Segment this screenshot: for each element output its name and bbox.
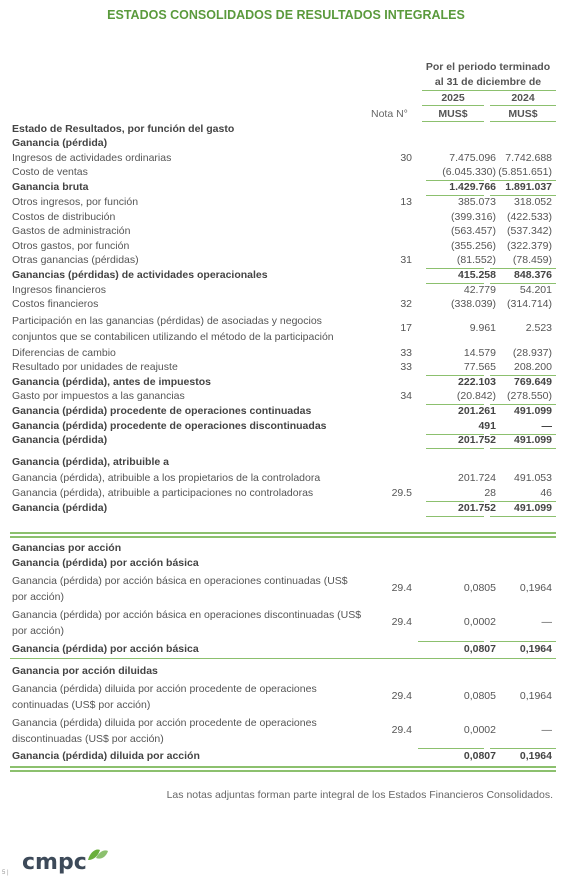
- currency-header-2: MUS$: [508, 108, 538, 120]
- section-heading: Estado de Resultados, por función del gasto: [12, 123, 235, 135]
- table-row-subtotal: Ganancias (pérdidas) de actividades operacionales 415.258 848.376: [12, 269, 552, 281]
- section-divider: [10, 532, 556, 534]
- total-line: [426, 448, 484, 449]
- table-row: Ganancia (pérdida), atribuible a los propietarios de la controladora 201.724 491.053: [12, 472, 552, 484]
- table-row-total: Ganancia (pérdida) 201.752 491.099: [12, 502, 552, 514]
- period-underline: [422, 90, 556, 91]
- footnote: Las notas adjuntas forman parte integral de los Estados Financieros Consolidados.: [166, 789, 553, 801]
- table-row-subtotal: Ganancia (pérdida) procedente de operaciones discontinuadas 491 —: [12, 420, 552, 432]
- table-row-subtotal: Ganancia (pérdida) procedente de operaciones continuadas 201.261 491.099: [12, 405, 552, 417]
- table-row: Participación en las ganancias (pérdidas) de asociadas y negocios conjuntos que se contabilicen utilizando el método de la participación 17 9.961 2.523: [12, 315, 552, 343]
- subtotal-line: [418, 641, 484, 642]
- table-row: Costos de distribución (399.316) (422.533): [12, 211, 552, 223]
- table-row: Ganancia (pérdida) por acción básica en operaciones continuadas (US$ por acción) 29.4 0,0805 0,1964: [12, 575, 552, 603]
- year-2025: 2025: [441, 92, 465, 104]
- table-row-subtotal: Ganancia bruta 1.429.766 1.891.037: [12, 181, 552, 193]
- period-header-line1: Por el periodo terminado: [425, 61, 551, 73]
- total-line: [426, 516, 484, 517]
- year-underline-1: [422, 105, 484, 106]
- total-line: [10, 658, 556, 659]
- table-row: Ingresos de actividades ordinarias 30 7.475.096 7.742.688: [12, 152, 552, 164]
- table-row: Otros ingresos, por función 13 385.073 318.052: [12, 196, 552, 208]
- table-row-subtotal: Ganancia (pérdida), antes de impuestos 222.103 769.649: [12, 376, 552, 388]
- subtotal-line: [490, 641, 556, 642]
- table-row-total: Ganancia (pérdida) diluida por acción 0,0807 0,1964: [12, 750, 552, 762]
- section-subheading: Ganancia por acción diluidas: [12, 665, 158, 677]
- section-divider: [10, 536, 556, 538]
- page-number: 5 |: [2, 870, 9, 876]
- section-divider: [10, 770, 556, 772]
- table-row: Otras ganancias (pérdidas) 31 (81.552) (78.459): [12, 254, 552, 266]
- subtotal-line: [418, 748, 484, 749]
- table-row-total: Ganancia (pérdida) 201.752 491.099: [12, 434, 552, 446]
- year-underline-2: [490, 105, 556, 106]
- table-row: Otros gastos, por función (355.256) (322.379): [12, 240, 552, 252]
- section-divider: [10, 766, 556, 768]
- section-subheading: Ganancia (pérdida): [12, 137, 108, 149]
- currency-underline-2: [490, 121, 556, 122]
- table-row-total: Ganancia (pérdida) por acción básica 0,0807 0,1964: [12, 643, 552, 655]
- logo-wordmark: cmpc: [22, 850, 87, 875]
- table-row: Ganancia (pérdida) diluida por acción procedente de operaciones continuadas (US$ por acción) 29.4 0,0805 0,1964: [12, 683, 552, 711]
- section-subheading: Ganancia (pérdida), atribuible a: [12, 456, 169, 468]
- table-row: Ingresos financieros 42.779 54.201: [12, 284, 552, 296]
- currency-underline-1: [422, 121, 484, 122]
- table-row: Gasto por impuestos a las ganancias 34 (20.842) (278.550): [12, 390, 552, 402]
- currency-header-1: MUS$: [438, 108, 468, 120]
- table-row: Costos financieros 32 (338.039) (314.714): [12, 298, 552, 310]
- table-row: Resultado por unidades de reajuste 33 77.565 208.200: [12, 361, 552, 373]
- table-row: Costo de ventas (6.045.330) (5.851.651): [12, 166, 552, 178]
- table-row: Ganancia (pérdida), atribuible a participaciones no controladoras 29.5 28 46: [12, 487, 552, 499]
- section-heading: Ganancias por acción: [12, 542, 122, 554]
- table-row: Ganancia (pérdida) por acción básica en operaciones discontinuadas (US$ por acción) 29.4 0,0002 —: [12, 609, 552, 637]
- subtotal-line: [490, 748, 556, 749]
- table-row: Diferencias de cambio 33 14.579 (28.937): [12, 347, 552, 359]
- period-header-line2: al 31 de diciembre de: [434, 76, 542, 88]
- table-row: Ganancia (pérdida) diluida por acción procedente de operaciones discontinuadas (US$ por acción) 29.4 0,0002 —: [12, 717, 552, 745]
- leaf-icon: [86, 846, 110, 866]
- year-2024: 2024: [511, 92, 535, 104]
- total-line: [490, 448, 556, 449]
- total-line: [490, 516, 556, 517]
- table-row: Gastos de administración (563.457) (537.342): [12, 225, 552, 237]
- section-subheading: Ganancia (pérdida) por acción básica: [12, 557, 199, 569]
- nota-header: Nota N°: [371, 108, 408, 120]
- page-title: ESTADOS CONSOLIDADOS DE RESULTADOS INTEGRALES: [107, 8, 465, 22]
- cmpc-logo: [22, 846, 122, 878]
